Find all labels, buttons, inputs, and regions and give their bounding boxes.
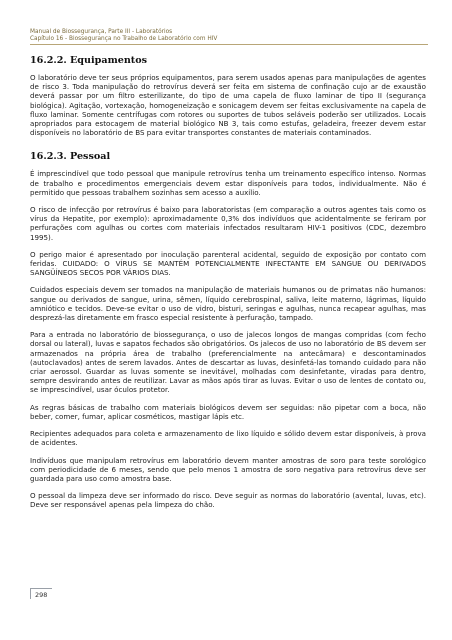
header-book-title: Manual de Biossegurança, Parte III - Laboratórios — [30, 29, 173, 35]
section-number: 16.2.2. — [30, 55, 67, 66]
paragraph: O risco de infecção por retrovírus é baixo para laboratoristas (em comparação a outros agentes tais como os vírus da Hepatite, por exemplo): aproximadamente 0,3% dos indivíduos que acidentalmente se feriram por perfurações com agulhas ou cortes com materiais infectados resultaram HIV-1 positivos (CDC, dezembro 1995). — [30, 205, 426, 242]
section-title: Pessoal — [70, 151, 111, 163]
section-title: Equipamentos — [70, 55, 148, 66]
paragraph: O perigo maior é apresentado por inoculação parenteral acidental, seguido de exposição por contato com feridas. CUIDADO: O VÍRUS SE MANTÉM POTENCIALMENTE INFECTANTE EM SANGUE OU DERIVADOS SANGÜÍNEOS SECOS POR VÁRIOS DIAS. — [30, 249, 426, 278]
header-rule — [30, 44, 428, 45]
running-header — [30, 29, 428, 45]
paragraph: Para a entrada no laboratório de biossegurança, o uso de jalecos longos de mangas compridas (com fecho dorsal ou lateral), luvas e sapatos fechados são obrigatórios. Os jalecos de uso no laboratório de BS devem ser armazenados na própria área de trabalho (preferencialmente na antecâmara) e descontaminados (autoclavados) antes de serem lavados. Antes de descartar as luvas, desinfetá-las tomando cuidado para não criar aerossol. Guardar as luvas somente se inevitável, molhadas com desinfetante, viradas para dentro, sempre desvirando antes de reutilizar. Lavar as mãos após tirar as luvas. Evitar o uso de lentes de contato ou, se imprescindível, usar óculos protetor. — [30, 330, 426, 395]
paragraph: As regras básicas de trabalho com materiais biológicos devem ser seguidas: não pipetar com a boca, não beber, comer, fumar, aplicar cosméticos, mastigar lápis etc. — [30, 402, 426, 421]
paragraph: Recipientes adequados para coleta e armazenamento de lixo líquido e sólido devem estar disponíveis, à prova de acidentes. — [30, 429, 426, 448]
paragraph: Indivíduos que manipulam retrovírus em laboratório devem manter amostras de soro para teste sorológico com periodicidade de 6 meses, sendo que pelo menos 1 amostra de soro negativa para retrovírus deve ser guardada para uso como amostra base. — [30, 455, 426, 483]
header-chapter-title: Capítulo 16 - Biossegurança no Trabalho de Laboratório com HIV — [30, 36, 218, 42]
section-heading-pessoal — [30, 151, 426, 163]
paragraph: O pessoal da limpeza deve ser informado do risco. Deve seguir as normas do laboratório (avental, luvas, etc). Deve ser responsável apenas pela limpeza do chão. — [30, 491, 426, 510]
page-number: 298 — [30, 588, 52, 599]
section-heading-equipamentos — [30, 55, 426, 67]
paragraph: Cuidados especiais devem ser tomados na manipulação de materiais humanos ou de primatas não humanos: sangue ou derivados de sangue, urina, sêmen, líquido cerebrospinal, saliva, leite materno, lágrimas, líquido amniótico e tecidos. Deve-se evitar o uso de vidro, bisturi, seringas e agulhas, nunca recapear agulhas, mas desprezá-las diretamente em frasco especial resistente à perfuração, tampado. — [30, 285, 426, 323]
page-body — [30, 55, 426, 518]
paragraph: É imprescindível que todo pessoal que manipule retrovírus tenha um treinamento específico intenso. Normas de trabalho e procedimentos emergenciais devem estar disponíveis para todos, individualmente. Não é permitido que pessoas trabalhem sozinhas sem acesso a auxílio. — [30, 169, 426, 197]
paragraph: O laboratório deve ter seus próprios equipamentos, para serem usados apenas para manipulações de agentes de risco 3. Toda manipulação do retrovírus deverá ser feita em sistema de confinação cujo ar de exaustão deverá passar por um filtro esterilizante, do tipo de uma capela de fluxo laminar de tipo II (segurança biológica). Agitação, vortexação, homogeneização e sonicagem devem ser feitas exclusivamente na capela de fluxo laminar. Somente centrífugas com rotores ou suportes de tubos seláveis poderão ser utilizados. Locais apropriados para estocagem de material biológico NB 3, tais como estufas, geladeira, freezer devem estar disponíveis no laboratório de BS para evitar transportes constantes de materiais contaminados. — [30, 73, 426, 138]
section-number: 16.2.3. — [30, 151, 67, 163]
